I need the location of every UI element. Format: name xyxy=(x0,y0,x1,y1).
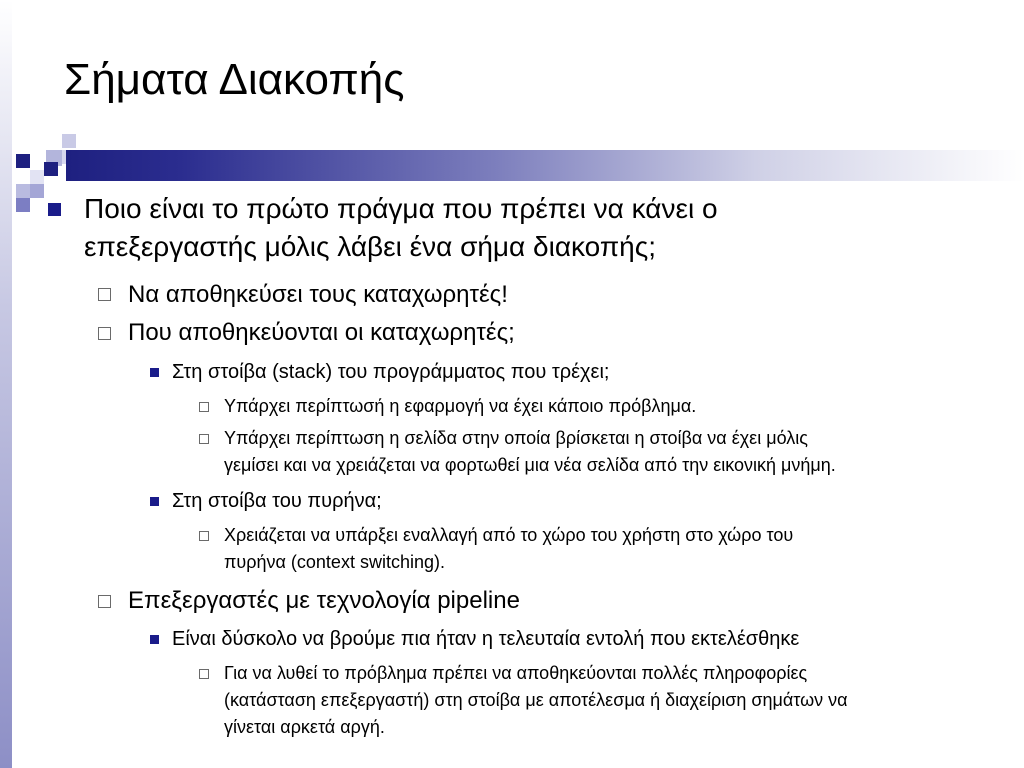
bullet-hollow-square-icon xyxy=(98,595,111,608)
bullet-text: Είναι δύσκολο να βρούμε πια ήταν η τελευταία εντολή που εκτελέσθηκε xyxy=(172,628,800,650)
bullet-text: Στη στοίβα του πυρήνα; xyxy=(172,490,382,512)
bullet-text: Επεξεργαστές με τεχνολογία pipeline xyxy=(128,587,520,614)
bullet-hollow-square-icon xyxy=(199,669,209,679)
bullet-text: Υπάρχει περίπτωση η σελίδα στην οποία βρίσκεται η στοίβα να έχει μόλις xyxy=(224,428,808,448)
bullet-text: Ποιο είναι το πρώτο πράγμα που πρέπει να κάνει ο xyxy=(84,193,718,224)
bullet-hollow-square-icon xyxy=(199,531,209,541)
bullet-text: Χρειάζεται να υπάρξει εναλλαγή από το χώρο του χρήστη στο χώρο του xyxy=(224,525,794,545)
bullet-text: Υπάρχει περίπτωσή η εφαρμογή να έχει κάποιο πρόβλημα. xyxy=(224,396,697,416)
bullet-hollow-square-icon xyxy=(199,402,209,412)
bullet-text: Να αποθηκεύσει τους καταχωρητές! xyxy=(128,281,508,308)
bullet-text: Που αποθηκεύονται οι καταχωρητές; xyxy=(128,319,515,346)
bullet-hollow-square-icon xyxy=(98,288,111,301)
bullet-hollow-square-icon xyxy=(98,327,111,340)
bullet-text: γεμίσει και να χρειάζεται να φορτωθεί μια νέα σελίδα από την εικονική μνήμη. xyxy=(224,455,836,475)
bullet-text: Στη στοίβα (stack) του προγράμματος που τρέχει; xyxy=(172,361,610,383)
bullet-text: Για να λυθεί το πρόβλημα πρέπει να αποθηκεύονται πολλές πληροφορίες xyxy=(224,663,808,683)
slide-title: Σήματα Διακοπής xyxy=(64,55,405,104)
bullet-square-icon xyxy=(150,497,159,506)
bullet-text: (κατάσταση επεξεργαστή) στη στοίβα με αποτέλεσμα ή διαχείριση σημάτων να xyxy=(224,690,848,710)
bullet-square-icon xyxy=(150,635,159,644)
bullet-square-icon xyxy=(150,368,159,377)
bullet-square-icon xyxy=(48,203,61,216)
bullet-text: επεξεργαστής μόλις λάβει ένα σήμα διακοπής; xyxy=(84,231,657,262)
bullet-hollow-square-icon xyxy=(199,434,209,444)
bullet-text: πυρήνα (context switching). xyxy=(224,552,445,572)
bullet-text: γίνεται αρκετά αργή. xyxy=(224,717,385,737)
